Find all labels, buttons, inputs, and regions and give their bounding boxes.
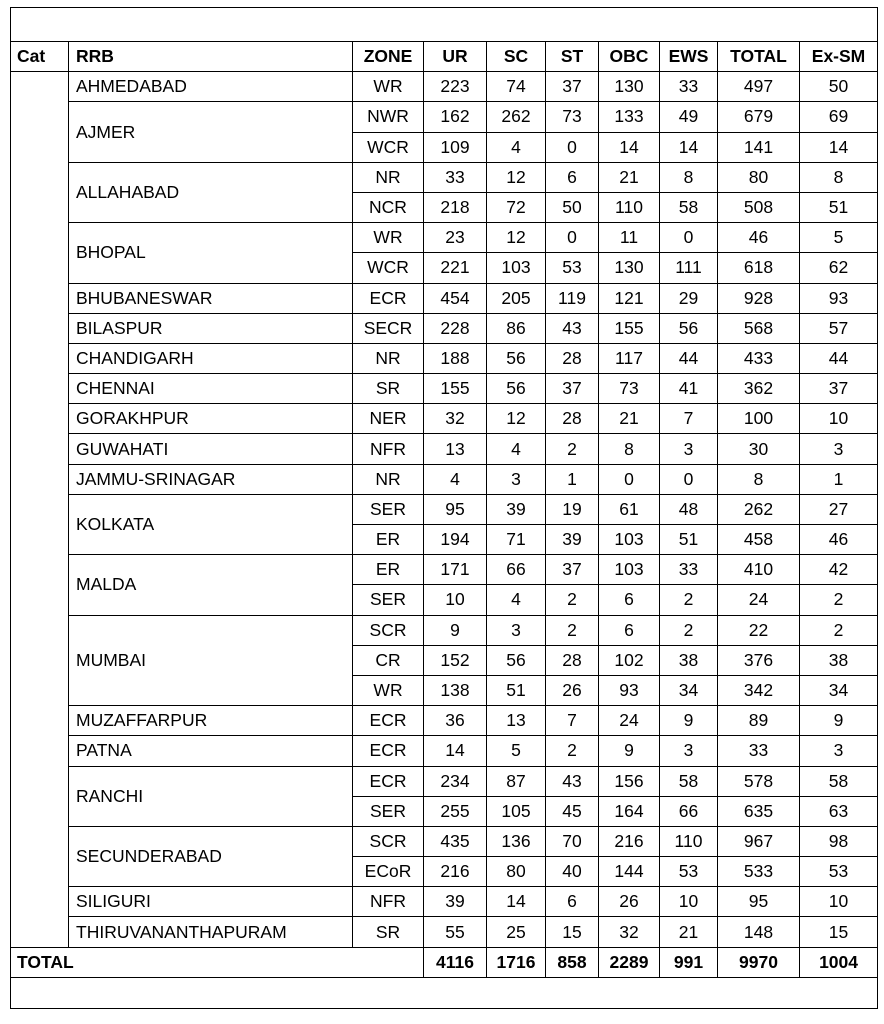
rrb-name-cell: AJMER bbox=[69, 102, 353, 162]
sc-cell: 71 bbox=[487, 525, 546, 555]
st-cell: 28 bbox=[546, 343, 599, 373]
rrb-name-cell: SILIGURI bbox=[69, 887, 353, 917]
sc-cell: 87 bbox=[487, 766, 546, 796]
sc-cell: 25 bbox=[487, 917, 546, 947]
ews-cell: 56 bbox=[660, 313, 718, 343]
exsm-cell: 57 bbox=[800, 313, 878, 343]
sc-cell: 39 bbox=[487, 494, 546, 524]
zone-cell: ECR bbox=[353, 736, 424, 766]
ews-cell: 2 bbox=[660, 585, 718, 615]
total-ur-cell: 4116 bbox=[424, 947, 487, 977]
obc-cell: 121 bbox=[599, 283, 660, 313]
ur-cell: 223 bbox=[424, 72, 487, 102]
sc-cell: 3 bbox=[487, 615, 546, 645]
exsm-cell: 34 bbox=[800, 675, 878, 705]
zone-cell: SR bbox=[353, 374, 424, 404]
obc-cell: 93 bbox=[599, 675, 660, 705]
table-row bbox=[11, 766, 878, 796]
exsm-cell: 62 bbox=[800, 253, 878, 283]
st-cell: 26 bbox=[546, 675, 599, 705]
total-sc-cell: 1716 bbox=[487, 947, 546, 977]
header-ur: UR bbox=[424, 42, 487, 72]
st-cell: 70 bbox=[546, 826, 599, 856]
sc-cell: 3 bbox=[487, 464, 546, 494]
sc-cell: 51 bbox=[487, 675, 546, 705]
exsm-cell: 58 bbox=[800, 766, 878, 796]
rrb-name-cell: ALLAHABAD bbox=[69, 162, 353, 222]
total-cell: 497 bbox=[718, 72, 800, 102]
st-cell: 43 bbox=[546, 766, 599, 796]
ews-cell: 48 bbox=[660, 494, 718, 524]
obc-cell: 24 bbox=[599, 706, 660, 736]
total-label: TOTAL bbox=[11, 947, 424, 977]
rrb-name-cell: JAMMU-SRINAGAR bbox=[69, 464, 353, 494]
obc-cell: 11 bbox=[599, 223, 660, 253]
ews-cell: 3 bbox=[660, 434, 718, 464]
ews-cell: 14 bbox=[660, 132, 718, 162]
total-cell: 22 bbox=[718, 615, 800, 645]
rrb-name-cell: BHOPAL bbox=[69, 223, 353, 283]
ews-cell: 2 bbox=[660, 615, 718, 645]
ur-cell: 33 bbox=[424, 162, 487, 192]
total-cell: 568 bbox=[718, 313, 800, 343]
sc-cell: 105 bbox=[487, 796, 546, 826]
header-st: ST bbox=[546, 42, 599, 72]
st-cell: 39 bbox=[546, 525, 599, 555]
total-cell: 89 bbox=[718, 706, 800, 736]
st-cell: 0 bbox=[546, 223, 599, 253]
sc-cell: 74 bbox=[487, 72, 546, 102]
rrb-name-cell: MUMBAI bbox=[69, 615, 353, 706]
ur-cell: 228 bbox=[424, 313, 487, 343]
st-cell: 1 bbox=[546, 464, 599, 494]
table-row bbox=[11, 374, 878, 404]
obc-cell: 117 bbox=[599, 343, 660, 373]
exsm-cell: 3 bbox=[800, 736, 878, 766]
ews-cell: 0 bbox=[660, 464, 718, 494]
st-cell: 119 bbox=[546, 283, 599, 313]
exsm-cell: 50 bbox=[800, 72, 878, 102]
zone-cell: SER bbox=[353, 494, 424, 524]
header-obc: OBC bbox=[599, 42, 660, 72]
ur-cell: 155 bbox=[424, 374, 487, 404]
exsm-cell: 3 bbox=[800, 434, 878, 464]
exsm-cell: 9 bbox=[800, 706, 878, 736]
st-cell: 2 bbox=[546, 615, 599, 645]
st-cell: 73 bbox=[546, 102, 599, 132]
total-cell: 967 bbox=[718, 826, 800, 856]
sc-cell: 66 bbox=[487, 555, 546, 585]
st-cell: 40 bbox=[546, 857, 599, 887]
header-zone: ZONE bbox=[353, 42, 424, 72]
ews-cell: 0 bbox=[660, 223, 718, 253]
zone-cell: WCR bbox=[353, 132, 424, 162]
header-ews: EWS bbox=[660, 42, 718, 72]
rrb-name-cell: CHENNAI bbox=[69, 374, 353, 404]
table-row bbox=[11, 917, 878, 947]
total-cell: 618 bbox=[718, 253, 800, 283]
ur-cell: 4 bbox=[424, 464, 487, 494]
vacancy-table bbox=[10, 7, 878, 1009]
sc-cell: 80 bbox=[487, 857, 546, 887]
zone-cell: WR bbox=[353, 675, 424, 705]
zone-cell: NCR bbox=[353, 192, 424, 222]
sc-cell: 103 bbox=[487, 253, 546, 283]
st-cell: 7 bbox=[546, 706, 599, 736]
table-row bbox=[11, 343, 878, 373]
total-cell: 46 bbox=[718, 223, 800, 253]
zone-cell: SR bbox=[353, 917, 424, 947]
header-rrb: RRB bbox=[69, 42, 353, 72]
zone-cell: ER bbox=[353, 555, 424, 585]
sc-cell: 72 bbox=[487, 192, 546, 222]
obc-cell: 73 bbox=[599, 374, 660, 404]
ur-cell: 255 bbox=[424, 796, 487, 826]
rrb-name-cell: BHUBANESWAR bbox=[69, 283, 353, 313]
ur-cell: 221 bbox=[424, 253, 487, 283]
ews-cell: 33 bbox=[660, 555, 718, 585]
ur-cell: 152 bbox=[424, 645, 487, 675]
table-row bbox=[11, 102, 878, 132]
rrb-name-cell: THIRUVANANTHAPURAM bbox=[69, 917, 353, 947]
vacancy-table-frame bbox=[10, 7, 877, 1009]
st-cell: 53 bbox=[546, 253, 599, 283]
table-row bbox=[11, 494, 878, 524]
exsm-cell: 69 bbox=[800, 102, 878, 132]
table-row bbox=[11, 555, 878, 585]
sc-cell: 56 bbox=[487, 374, 546, 404]
zone-cell: SECR bbox=[353, 313, 424, 343]
obc-cell: 130 bbox=[599, 72, 660, 102]
st-cell: 37 bbox=[546, 374, 599, 404]
ews-cell: 7 bbox=[660, 404, 718, 434]
sc-cell: 14 bbox=[487, 887, 546, 917]
header-sc: SC bbox=[487, 42, 546, 72]
ews-cell: 9 bbox=[660, 706, 718, 736]
table-row bbox=[11, 313, 878, 343]
st-cell: 2 bbox=[546, 585, 599, 615]
header-total: TOTAL bbox=[718, 42, 800, 72]
ews-cell: 38 bbox=[660, 645, 718, 675]
obc-cell: 9 bbox=[599, 736, 660, 766]
ews-cell: 29 bbox=[660, 283, 718, 313]
zone-cell: NER bbox=[353, 404, 424, 434]
ur-cell: 23 bbox=[424, 223, 487, 253]
obc-cell: 61 bbox=[599, 494, 660, 524]
total-cell: 33 bbox=[718, 736, 800, 766]
st-cell: 50 bbox=[546, 192, 599, 222]
ews-cell: 41 bbox=[660, 374, 718, 404]
zone-cell: ECR bbox=[353, 766, 424, 796]
blank-top-row bbox=[11, 8, 878, 42]
obc-cell: 26 bbox=[599, 887, 660, 917]
header-exsm: Ex-SM bbox=[800, 42, 878, 72]
ews-cell: 58 bbox=[660, 766, 718, 796]
obc-cell: 14 bbox=[599, 132, 660, 162]
exsm-cell: 42 bbox=[800, 555, 878, 585]
header-cat: Cat bbox=[11, 42, 69, 72]
obc-cell: 156 bbox=[599, 766, 660, 796]
ews-cell: 111 bbox=[660, 253, 718, 283]
zone-cell: SCR bbox=[353, 826, 424, 856]
obc-cell: 102 bbox=[599, 645, 660, 675]
ur-cell: 188 bbox=[424, 343, 487, 373]
total-cell: 262 bbox=[718, 494, 800, 524]
ur-cell: 234 bbox=[424, 766, 487, 796]
zone-cell: NFR bbox=[353, 887, 424, 917]
exsm-cell: 93 bbox=[800, 283, 878, 313]
exsm-cell: 8 bbox=[800, 162, 878, 192]
ur-cell: 218 bbox=[424, 192, 487, 222]
obc-cell: 6 bbox=[599, 615, 660, 645]
ur-cell: 9 bbox=[424, 615, 487, 645]
ur-cell: 13 bbox=[424, 434, 487, 464]
total-cell: 376 bbox=[718, 645, 800, 675]
exsm-cell: 2 bbox=[800, 615, 878, 645]
st-cell: 43 bbox=[546, 313, 599, 343]
ews-cell: 34 bbox=[660, 675, 718, 705]
exsm-cell: 37 bbox=[800, 374, 878, 404]
ur-cell: 138 bbox=[424, 675, 487, 705]
total-obc-cell: 2289 bbox=[599, 947, 660, 977]
st-cell: 15 bbox=[546, 917, 599, 947]
ur-cell: 435 bbox=[424, 826, 487, 856]
total-cell: 148 bbox=[718, 917, 800, 947]
total-cell: 95 bbox=[718, 887, 800, 917]
sc-cell: 12 bbox=[487, 404, 546, 434]
obc-cell: 144 bbox=[599, 857, 660, 887]
exsm-cell: 44 bbox=[800, 343, 878, 373]
exsm-cell: 38 bbox=[800, 645, 878, 675]
ur-cell: 194 bbox=[424, 525, 487, 555]
zone-cell: CR bbox=[353, 645, 424, 675]
zone-cell: NWR bbox=[353, 102, 424, 132]
sc-cell: 86 bbox=[487, 313, 546, 343]
table-row bbox=[11, 72, 878, 102]
ur-cell: 36 bbox=[424, 706, 487, 736]
obc-cell: 0 bbox=[599, 464, 660, 494]
obc-cell: 6 bbox=[599, 585, 660, 615]
cat-cell bbox=[11, 72, 69, 947]
ews-cell: 8 bbox=[660, 162, 718, 192]
total-exsm-cell: 1004 bbox=[800, 947, 878, 977]
rrb-name-cell: BILASPUR bbox=[69, 313, 353, 343]
exsm-cell: 1 bbox=[800, 464, 878, 494]
ur-cell: 454 bbox=[424, 283, 487, 313]
ews-cell: 44 bbox=[660, 343, 718, 373]
sc-cell: 56 bbox=[487, 645, 546, 675]
st-cell: 0 bbox=[546, 132, 599, 162]
zone-cell: NR bbox=[353, 464, 424, 494]
total-cell: 410 bbox=[718, 555, 800, 585]
ews-cell: 51 bbox=[660, 525, 718, 555]
rrb-name-cell: GUWAHATI bbox=[69, 434, 353, 464]
zone-cell: NR bbox=[353, 162, 424, 192]
total-cell: 635 bbox=[718, 796, 800, 826]
exsm-cell: 46 bbox=[800, 525, 878, 555]
st-cell: 2 bbox=[546, 434, 599, 464]
exsm-cell: 10 bbox=[800, 887, 878, 917]
obc-cell: 21 bbox=[599, 404, 660, 434]
table-row bbox=[11, 706, 878, 736]
ur-cell: 109 bbox=[424, 132, 487, 162]
obc-cell: 110 bbox=[599, 192, 660, 222]
ews-cell: 110 bbox=[660, 826, 718, 856]
total-cell: 458 bbox=[718, 525, 800, 555]
total-cell: 362 bbox=[718, 374, 800, 404]
exsm-cell: 14 bbox=[800, 132, 878, 162]
table-row bbox=[11, 223, 878, 253]
sc-cell: 4 bbox=[487, 434, 546, 464]
total-cell: 578 bbox=[718, 766, 800, 796]
zone-cell: WCR bbox=[353, 253, 424, 283]
zone-cell: WR bbox=[353, 72, 424, 102]
obc-cell: 130 bbox=[599, 253, 660, 283]
sc-cell: 5 bbox=[487, 736, 546, 766]
total-cell: 679 bbox=[718, 102, 800, 132]
sc-cell: 136 bbox=[487, 826, 546, 856]
ur-cell: 10 bbox=[424, 585, 487, 615]
st-cell: 6 bbox=[546, 887, 599, 917]
table-row bbox=[11, 404, 878, 434]
obc-cell: 103 bbox=[599, 555, 660, 585]
ews-cell: 3 bbox=[660, 736, 718, 766]
ur-cell: 14 bbox=[424, 736, 487, 766]
obc-cell: 164 bbox=[599, 796, 660, 826]
rrb-name-cell: CHANDIGARH bbox=[69, 343, 353, 373]
rrb-name-cell: GORAKHPUR bbox=[69, 404, 353, 434]
table-row bbox=[11, 736, 878, 766]
obc-cell: 155 bbox=[599, 313, 660, 343]
ews-cell: 21 bbox=[660, 917, 718, 947]
exsm-cell: 51 bbox=[800, 192, 878, 222]
zone-cell: ECR bbox=[353, 706, 424, 736]
table-row bbox=[11, 887, 878, 917]
exsm-cell: 98 bbox=[800, 826, 878, 856]
exsm-cell: 63 bbox=[800, 796, 878, 826]
st-cell: 37 bbox=[546, 72, 599, 102]
total-total-cell: 9970 bbox=[718, 947, 800, 977]
table-row bbox=[11, 826, 878, 856]
st-cell: 28 bbox=[546, 404, 599, 434]
ews-cell: 66 bbox=[660, 796, 718, 826]
table-row bbox=[11, 615, 878, 645]
exsm-cell: 15 bbox=[800, 917, 878, 947]
obc-cell: 103 bbox=[599, 525, 660, 555]
total-row bbox=[11, 947, 878, 977]
obc-cell: 32 bbox=[599, 917, 660, 947]
ews-cell: 53 bbox=[660, 857, 718, 887]
zone-cell: ECoR bbox=[353, 857, 424, 887]
rrb-name-cell: AHMEDABAD bbox=[69, 72, 353, 102]
total-cell: 30 bbox=[718, 434, 800, 464]
ews-cell: 49 bbox=[660, 102, 718, 132]
total-cell: 100 bbox=[718, 404, 800, 434]
table-row bbox=[11, 283, 878, 313]
exsm-cell: 2 bbox=[800, 585, 878, 615]
total-cell: 80 bbox=[718, 162, 800, 192]
exsm-cell: 5 bbox=[800, 223, 878, 253]
total-cell: 24 bbox=[718, 585, 800, 615]
zone-cell: WR bbox=[353, 223, 424, 253]
zone-cell: SER bbox=[353, 796, 424, 826]
sc-cell: 12 bbox=[487, 162, 546, 192]
st-cell: 19 bbox=[546, 494, 599, 524]
ur-cell: 55 bbox=[424, 917, 487, 947]
sc-cell: 13 bbox=[487, 706, 546, 736]
rrb-name-cell: MALDA bbox=[69, 555, 353, 615]
ews-cell: 58 bbox=[660, 192, 718, 222]
zone-cell: NFR bbox=[353, 434, 424, 464]
blank-bottom-row bbox=[11, 977, 878, 1008]
rrb-name-cell: MUZAFFARPUR bbox=[69, 706, 353, 736]
rrb-name-cell: SECUNDERABAD bbox=[69, 826, 353, 886]
ews-cell: 10 bbox=[660, 887, 718, 917]
total-cell: 533 bbox=[718, 857, 800, 887]
table-row bbox=[11, 434, 878, 464]
blank-top-cell bbox=[11, 8, 878, 42]
table-row bbox=[11, 464, 878, 494]
obc-cell: 216 bbox=[599, 826, 660, 856]
st-cell: 37 bbox=[546, 555, 599, 585]
zone-cell: SER bbox=[353, 585, 424, 615]
zone-cell: ER bbox=[353, 525, 424, 555]
zone-cell: SCR bbox=[353, 615, 424, 645]
st-cell: 45 bbox=[546, 796, 599, 826]
sc-cell: 56 bbox=[487, 343, 546, 373]
sc-cell: 4 bbox=[487, 132, 546, 162]
total-ews-cell: 991 bbox=[660, 947, 718, 977]
rrb-name-cell: PATNA bbox=[69, 736, 353, 766]
total-cell: 928 bbox=[718, 283, 800, 313]
total-cell: 141 bbox=[718, 132, 800, 162]
ur-cell: 39 bbox=[424, 887, 487, 917]
header-row bbox=[11, 42, 878, 72]
total-cell: 433 bbox=[718, 343, 800, 373]
obc-cell: 21 bbox=[599, 162, 660, 192]
zone-cell: ECR bbox=[353, 283, 424, 313]
ews-cell: 33 bbox=[660, 72, 718, 102]
total-st-cell: 858 bbox=[546, 947, 599, 977]
total-cell: 8 bbox=[718, 464, 800, 494]
sc-cell: 205 bbox=[487, 283, 546, 313]
zone-cell: NR bbox=[353, 343, 424, 373]
table-row bbox=[11, 162, 878, 192]
ur-cell: 32 bbox=[424, 404, 487, 434]
sc-cell: 262 bbox=[487, 102, 546, 132]
ur-cell: 162 bbox=[424, 102, 487, 132]
obc-cell: 133 bbox=[599, 102, 660, 132]
exsm-cell: 53 bbox=[800, 857, 878, 887]
st-cell: 28 bbox=[546, 645, 599, 675]
rrb-name-cell: KOLKATA bbox=[69, 494, 353, 554]
st-cell: 6 bbox=[546, 162, 599, 192]
obc-cell: 8 bbox=[599, 434, 660, 464]
exsm-cell: 10 bbox=[800, 404, 878, 434]
exsm-cell: 27 bbox=[800, 494, 878, 524]
blank-bottom-cell bbox=[11, 977, 878, 1008]
sc-cell: 4 bbox=[487, 585, 546, 615]
ur-cell: 171 bbox=[424, 555, 487, 585]
sc-cell: 12 bbox=[487, 223, 546, 253]
ur-cell: 216 bbox=[424, 857, 487, 887]
total-cell: 342 bbox=[718, 675, 800, 705]
rrb-name-cell: RANCHI bbox=[69, 766, 353, 826]
ur-cell: 95 bbox=[424, 494, 487, 524]
total-cell: 508 bbox=[718, 192, 800, 222]
st-cell: 2 bbox=[546, 736, 599, 766]
